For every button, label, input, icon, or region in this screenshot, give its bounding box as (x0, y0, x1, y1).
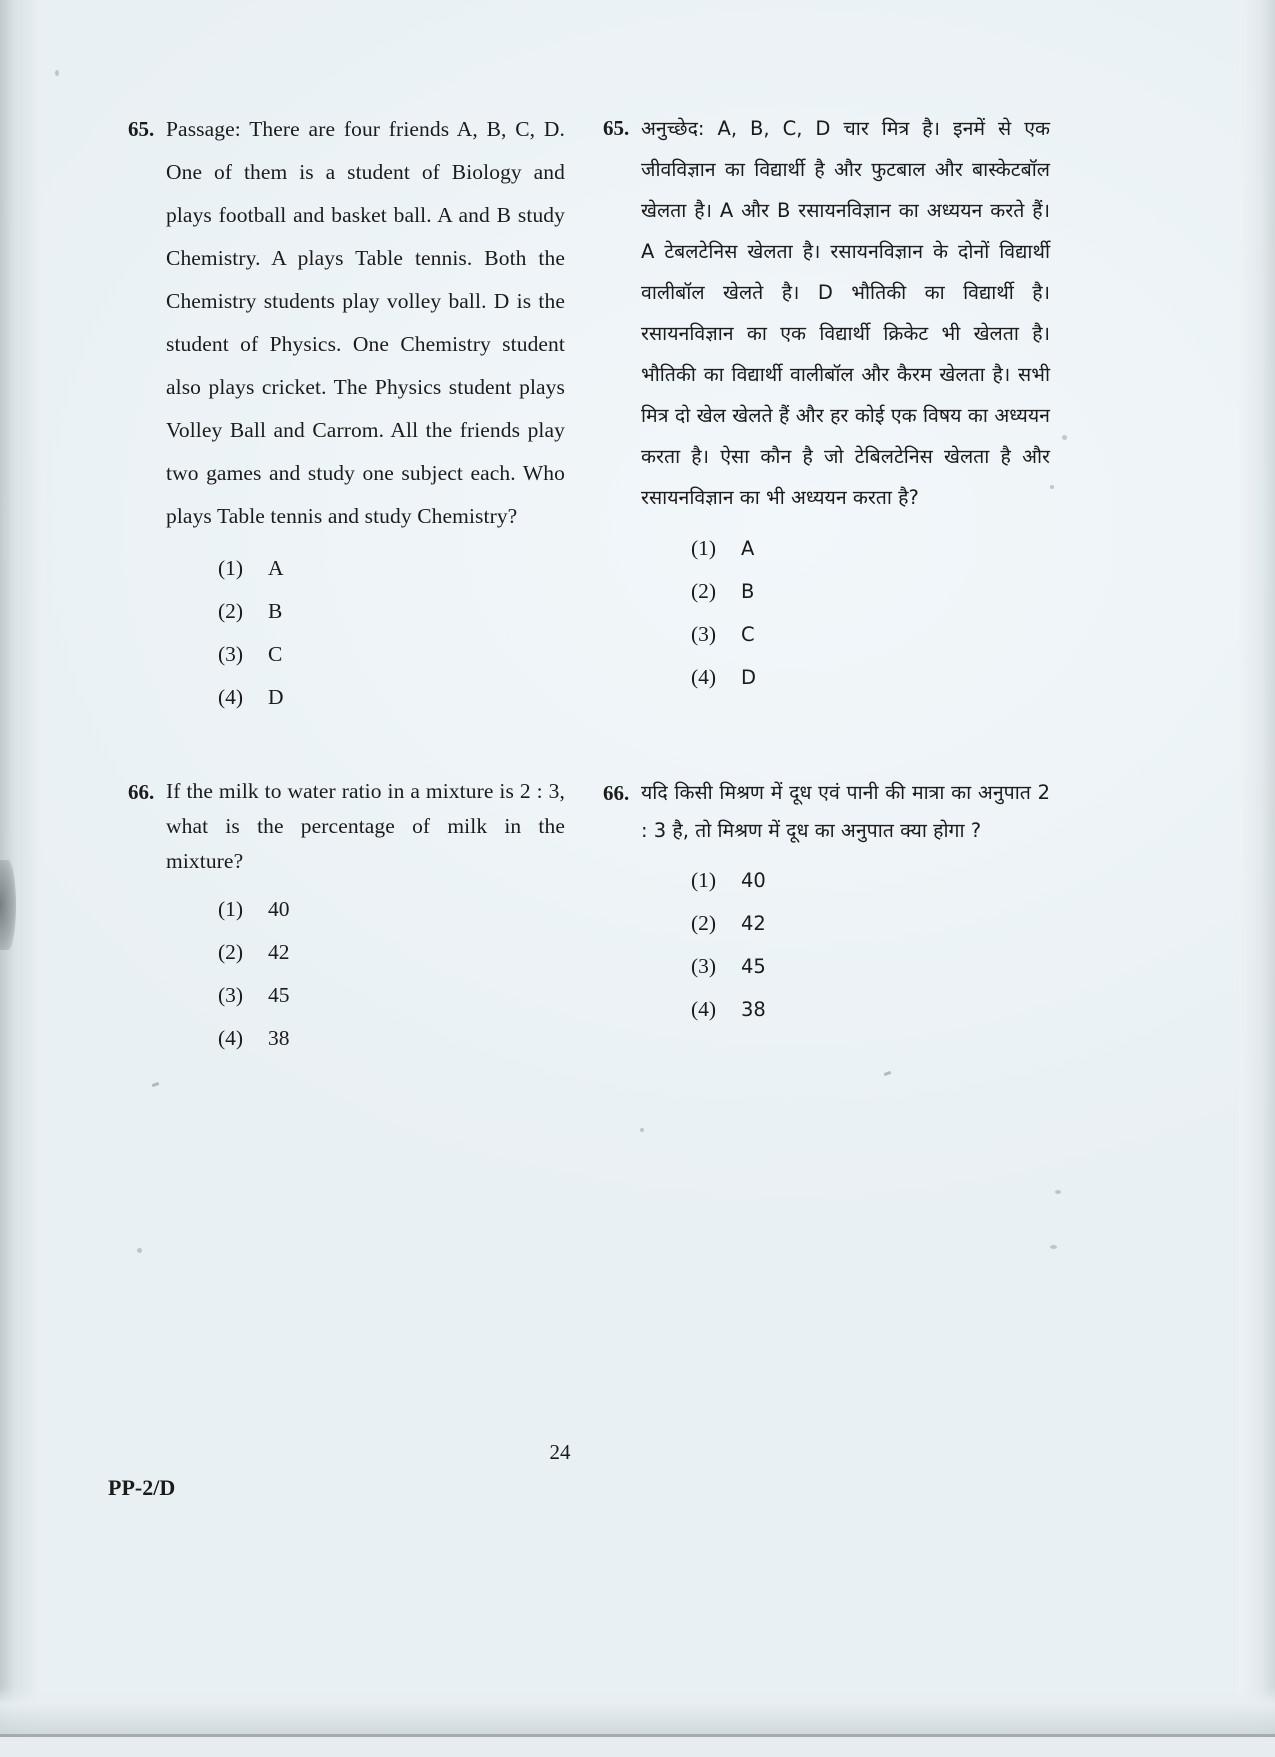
option-value: 42 (741, 912, 766, 935)
option-label: (1) (218, 897, 244, 921)
question-66-english-text: If the milk to water ratio in a mixture is 2 : 3, what is the percentage of milk in the mixture? (166, 779, 565, 873)
question-66-hindi-text: यदि किसी मिश्रण में दूध एवं पानी की मात्रा का अनुपात 2 : 3 है, तो मिश्रण में दूध का अनुपात क्या होगा ? (641, 781, 1050, 842)
question-65-english-options (166, 556, 565, 728)
question-66-english-body (166, 774, 565, 1069)
question-66-english-row (120, 774, 565, 1069)
option-value: D (741, 666, 757, 689)
option-item[interactable] (691, 665, 1050, 708)
option-item[interactable] (218, 940, 565, 983)
question-66-hindi-options (641, 868, 1050, 1040)
option-label: (4) (218, 1026, 244, 1050)
option-value: 38 (741, 998, 766, 1021)
option-value: 40 (268, 897, 290, 921)
option-value: C (741, 623, 755, 646)
option-value: B (741, 580, 755, 603)
option-item[interactable] (218, 599, 565, 642)
option-label: (4) (691, 997, 717, 1021)
question-65-hindi-options (641, 536, 1050, 708)
question-65-english-column (120, 108, 585, 728)
paper-code: PP-2/D (108, 1475, 176, 1500)
option-item[interactable] (218, 1026, 565, 1069)
question-65-english-text: Passage: There are four friends A, B, C, D. One of them is a student of Biology and plays football and basket ball. A and B study Chemistry. A plays Table tennis. Both the Chemistry students play volley ball. D is the student of Physics. One Chemistry student also plays cricket. The Physics student plays Volley Ball and Carrom. All the friends play two games and study one subject each. Who plays Table tennis and study Chemistry? (166, 117, 565, 528)
option-label: (2) (691, 911, 717, 935)
question-65-english-body (166, 108, 565, 728)
option-item[interactable] (218, 983, 565, 1026)
option-label: (2) (218, 599, 244, 623)
option-item[interactable] (691, 911, 1050, 954)
question-65-hindi-number: 65. (603, 116, 630, 140)
question-65-hindi-column (585, 108, 1050, 728)
option-value: 45 (741, 955, 766, 978)
page-number: 24 (549, 1440, 571, 1464)
option-value: C (268, 642, 283, 666)
option-item[interactable] (218, 642, 565, 685)
question-65-hindi-text: अनुच्छेद: A, B, C, D चार मित्र है। इनमें से एक जीवविज्ञान का विद्यार्थी है और फुटबाल और बास्केटबॉल खेलता है। A और B रसायनविज्ञान का अध्ययन करते हैं। A टेबलटेनिस खेलता है। रसायनविज्ञान के दोनों विद्यार्थी वालीबॉल खेलते है। D भौतिकी का विद्यार्थी है। रसायनविज्ञान का एक विद्यार्थी क्रिकेट भी खेलता है। भौतिकी का विद्यार्थी वालीबॉल और कैरम खेलता है। सभी मित्र दो खेल खेलते हैं और हर कोई एक विषय का अध्ययन करता है। ऐसा कौन है जो टेबिलटेनिस खेलता है और रसायनविज्ञान का भी अध्ययन करता है? (641, 117, 1050, 509)
option-label: (1) (691, 536, 717, 560)
question-65-hindi-row (595, 108, 1050, 708)
option-value: A (741, 537, 755, 560)
option-label: (4) (691, 665, 717, 689)
option-item[interactable] (691, 954, 1050, 997)
option-item[interactable] (691, 536, 1050, 579)
option-item[interactable] (691, 997, 1050, 1040)
option-label: (3) (691, 622, 717, 646)
option-value: B (268, 599, 283, 623)
question-66-hindi-number: 66. (603, 781, 630, 805)
question-65-hindi-body (641, 108, 1050, 708)
option-label: (1) (218, 556, 244, 580)
option-value: D (268, 685, 284, 709)
option-item[interactable] (691, 579, 1050, 622)
option-item[interactable] (691, 622, 1050, 665)
option-item[interactable] (691, 868, 1050, 911)
option-item[interactable] (218, 685, 565, 728)
option-label: (4) (218, 685, 244, 709)
question-65-english-row (120, 108, 565, 728)
question-66-hindi-body (641, 774, 1050, 1040)
option-label: (3) (218, 983, 244, 1007)
option-label: (2) (691, 579, 717, 603)
question-66-english-column (120, 774, 585, 1069)
option-label: (2) (218, 940, 244, 964)
option-value: 42 (268, 940, 290, 964)
question-66-english-options (166, 897, 565, 1069)
option-label: (3) (691, 954, 717, 978)
option-value: 38 (268, 1026, 290, 1050)
question-66-english-number: 66. (128, 780, 155, 804)
question-block-65 (120, 108, 1050, 728)
option-label: (3) (218, 642, 244, 666)
question-block-66 (120, 774, 1050, 1069)
question-65-english-number: 65. (128, 117, 155, 141)
option-value: A (268, 556, 284, 580)
question-66-hindi-column (585, 774, 1050, 1069)
option-value: 45 (268, 983, 290, 1007)
two-column-layout (120, 108, 1050, 1069)
question-66-hindi-row (595, 774, 1050, 1040)
option-item[interactable] (218, 897, 565, 940)
option-value: 40 (741, 869, 766, 892)
option-item[interactable] (218, 556, 565, 599)
option-label: (1) (691, 868, 717, 892)
